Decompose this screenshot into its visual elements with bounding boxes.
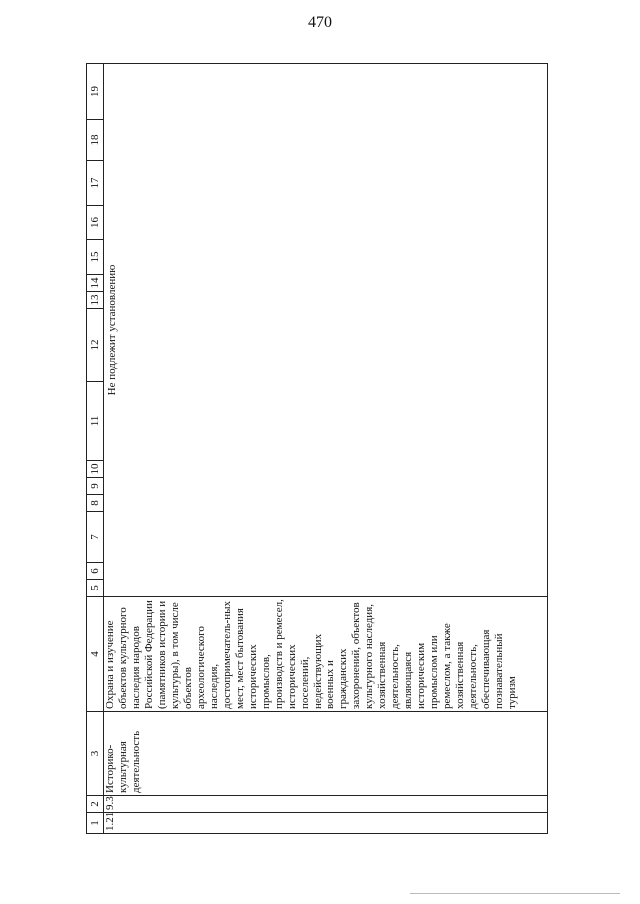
header-col-5: 5 <box>87 580 104 597</box>
page-number: 470 <box>308 14 332 31</box>
header-col-7: 7 <box>87 512 104 563</box>
header-col-10: 10 <box>87 461 104 478</box>
bottom-rule <box>410 893 620 894</box>
header-col-9: 9 <box>87 478 104 495</box>
cell-code: 9.3 <box>104 796 548 813</box>
header-col-14: 14 <box>87 275 104 292</box>
header-col-3: 3 <box>87 712 104 796</box>
header-col-17: 17 <box>87 161 104 206</box>
header-col-15: 15 <box>87 240 104 275</box>
header-col-19: 19 <box>87 64 104 120</box>
header-col-2: 2 <box>87 796 104 813</box>
cell-not-applicable: Не подлежит установлению <box>104 64 548 597</box>
header-col-4: 4 <box>87 597 104 712</box>
header-row <box>87 64 104 834</box>
table-row <box>104 64 548 834</box>
header-col-6: 6 <box>87 563 104 580</box>
header-col-12: 12 <box>87 309 104 382</box>
header-col-8: 8 <box>87 495 104 512</box>
cell-item-number: 1.21 <box>104 813 548 834</box>
cell-description: Охрана и изучение объектов культурного наследия народов Российской Федерации (памятников истории и культуры), в том числе объектов археологического наследия, достопримечатель-ных мест, мест бытования исторических промыслов, производств и ремесел, исторических поселений, недействующих военных и гражданских захоронений, объектов культурного наследия, хозяйственная деятельность, являющаяся историческим промыслом или ремеслом, а также хозяйственная деятельность, обеспечивающая познавательный туризм <box>104 597 548 712</box>
zoning-table <box>86 63 548 834</box>
header-col-13: 13 <box>87 292 104 309</box>
header-col-16: 16 <box>87 206 104 240</box>
cell-use-type: Историко-культурная деятельность <box>104 712 548 796</box>
rotated-table-container <box>86 64 548 834</box>
header-col-11: 11 <box>87 382 104 461</box>
header-col-1: 1 <box>87 813 104 834</box>
header-col-18: 18 <box>87 120 104 161</box>
